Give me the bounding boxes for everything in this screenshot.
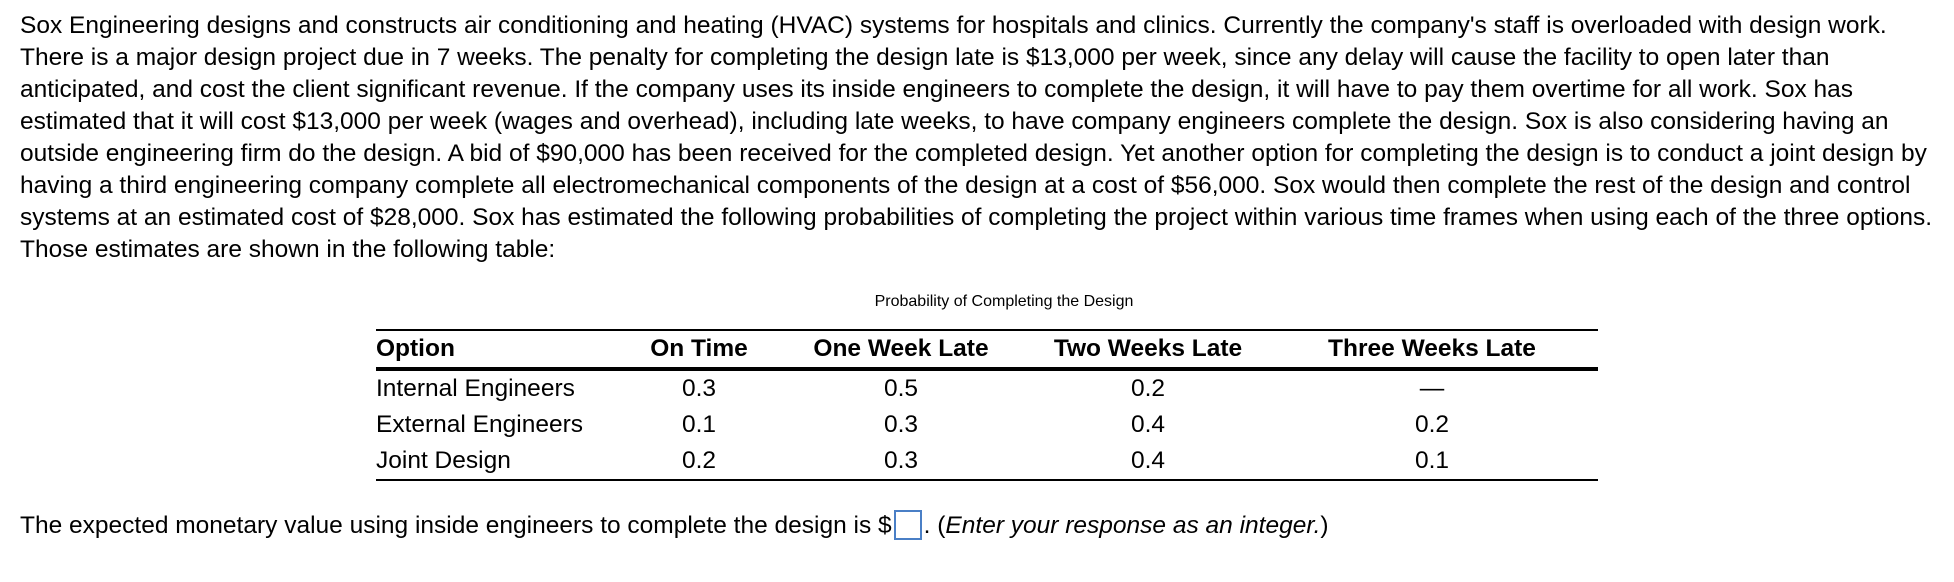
cell-two-weeks-late: 0.2 — [1130, 375, 1166, 402]
table-row — [376, 369, 1598, 407]
row-option: Internal Engineers — [376, 375, 575, 402]
question-close-paren: ) — [1320, 512, 1329, 539]
cell-two-weeks-late: 0.4 — [1030, 443, 1266, 480]
header-on-time: On Time — [626, 330, 772, 369]
header-one-week-late: One Week Late — [772, 330, 1030, 369]
question-line — [20, 510, 1329, 542]
cell-on-time: 0.2 — [626, 443, 772, 480]
header-three-weeks-late: Three Weeks Late — [1266, 330, 1598, 369]
probability-table — [376, 329, 1598, 481]
table-header-row — [376, 330, 1598, 369]
cell-on-time: 0.3 — [681, 375, 717, 402]
cell-three-weeks-late: 0.1 — [1266, 443, 1598, 480]
table-row — [376, 443, 1598, 480]
cell-two-weeks-late: 0.4 — [1130, 411, 1166, 438]
cell-three-weeks-late: 0.2 — [1414, 411, 1450, 438]
cell-on-time: 0.1 — [681, 411, 717, 438]
answer-input-box[interactable] — [894, 510, 922, 540]
row-option: Joint Design — [376, 443, 626, 480]
table-row — [376, 407, 1598, 443]
question-prefix: The expected monetary value using inside engineers to complete the design is $ — [20, 512, 892, 539]
problem-statement: Sox Engineering designs and constructs air conditioning and heating (HVAC) systems for hospitals and clinics. Currently the company's staff is overloaded with design work. There is a major design project due in 7 weeks. The penalty for completing the design late is $13,000 per week, since any delay will cause the facility to open later than anticipated, and cost the client significant revenue. If the company uses its inside engineers to complete the design, it will have to pay them overtime for all work. Sox has estimated that it will cost $13,000 per week (wages and overhead), including late weeks, to have company engineers complete the design. Sox is also considering having an outside engineering firm do the design. A bid of $90,000 has been received for the completed design. Yet another option for completing the design is to conduct a joint design by having a third engineering company complete all electromechanical components of the design at a cost of $56,000. Sox would then complete the rest of the design and control systems at an estimated cost of $28,000. Sox has estimated the following probabilities of completing the project within various time frames when using each of the three options. Those estimates are shown in the following table: — [20, 12, 1933, 263]
header-option: Option — [376, 330, 626, 369]
header-two-weeks-late: Two Weeks Late — [1030, 330, 1266, 369]
answer-hint: Enter your response as an integer. — [945, 512, 1321, 539]
cell-one-week-late: 0.3 — [883, 411, 919, 438]
cell-one-week-late: 0.3 — [772, 443, 1030, 480]
cell-one-week-late: 0.5 — [883, 375, 919, 402]
row-option: External Engineers — [376, 411, 584, 438]
question-after-box: . ( — [923, 512, 946, 539]
cell-three-weeks-late: — — [1419, 375, 1445, 402]
table-caption: Probability of Completing the Design — [874, 293, 1134, 310]
